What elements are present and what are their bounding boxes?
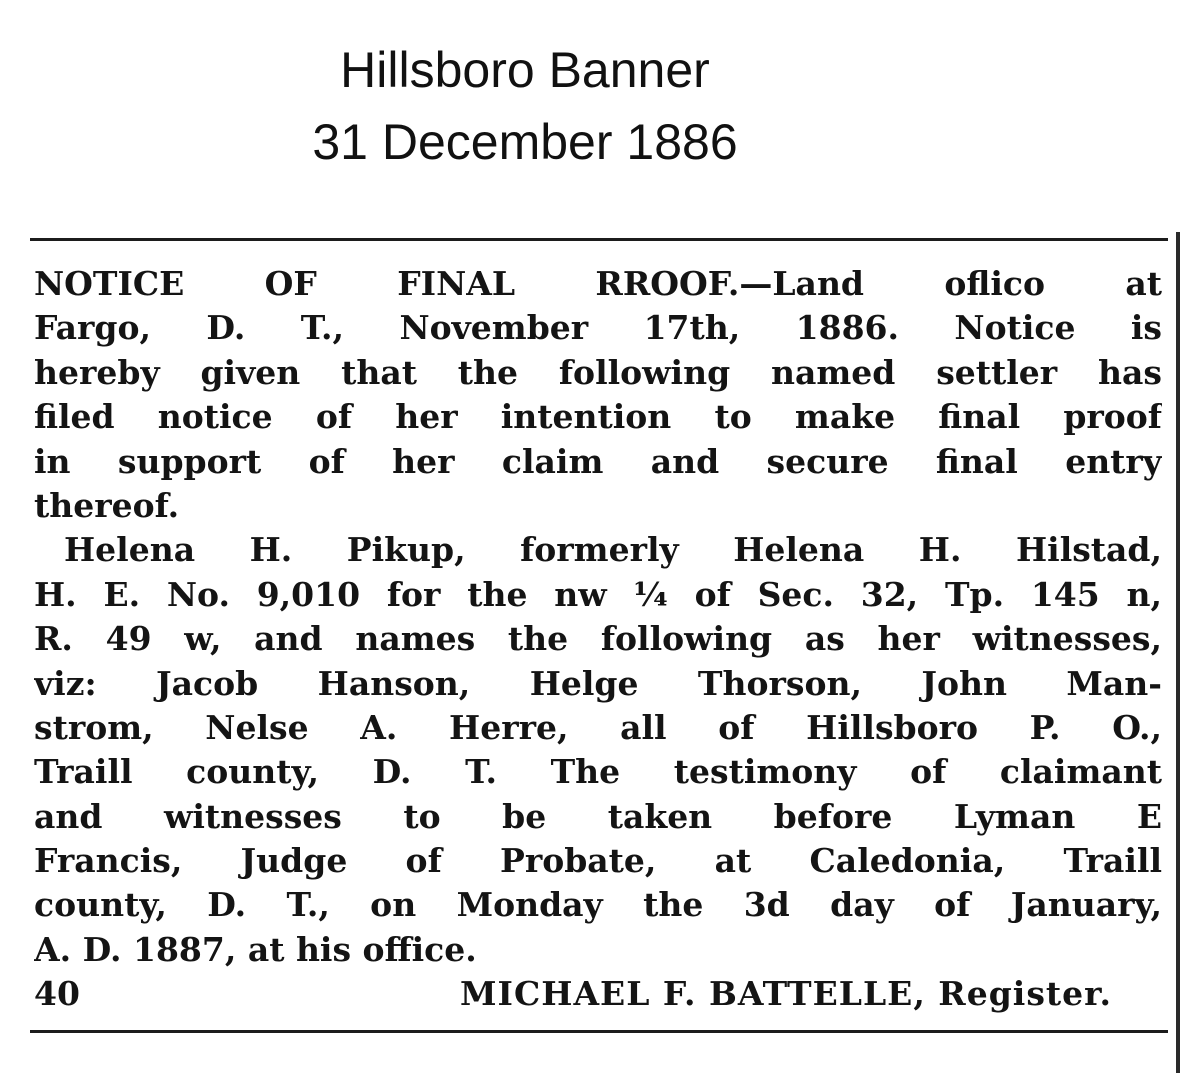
column-edge-line — [1176, 232, 1180, 1073]
notice-line: and witnesses to be taken before Lyman E — [34, 796, 1162, 836]
notice-line: hereby given that the following named settler has — [34, 352, 1162, 392]
notice-line: in support of her claim and secure final entry — [34, 441, 1162, 481]
notice-line: Fargo, D. T., November 17th, 1886. Notice is — [34, 308, 1162, 348]
register-signature: MICHAEL F. BATTELLE, Register. — [460, 974, 1112, 1014]
publication-date: 31 December 1886 — [312, 114, 738, 170]
notice-line: filed notice of her intention to make final proof — [34, 397, 1162, 437]
notice-line: county, D. T., on Monday the 3d day of January, — [34, 885, 1162, 925]
newspaper-name: Hillsboro Banner — [340, 42, 710, 98]
notice-line: Francis, Judge of Probate, at Caledonia, Traill — [34, 841, 1162, 881]
bottom-rule — [30, 1030, 1168, 1033]
signature-row — [34, 972, 1162, 1016]
legal-notice — [34, 262, 1162, 1017]
notice-line: strom, Nelse A. Herre, all of Hillsboro P. O., — [34, 707, 1162, 747]
top-rule — [30, 238, 1168, 241]
notice-number: 40 — [34, 974, 80, 1014]
notice-line: NOTICE OF FINAL RROOF.—Land oflico at — [34, 264, 1162, 303]
notice-line: Traill county, D. T. The testimony of claimant — [34, 752, 1162, 792]
notice-line: thereof. — [34, 485, 180, 525]
notice-line: Helena H. Pikup, formerly Helena H. Hilstad, — [64, 530, 1162, 570]
notice-line: viz: Jacob Hanson, Helge Thorson, John Man- — [34, 663, 1162, 703]
notice-line: R. 49 w, and names the following as her witnesses, — [34, 619, 1162, 659]
notice-line: A. D. 1887, at his office. — [34, 929, 477, 969]
notice-line: H. E. No. 9,010 for the nw ¼ of Sec. 32, Tp. 145 n, — [34, 574, 1162, 614]
